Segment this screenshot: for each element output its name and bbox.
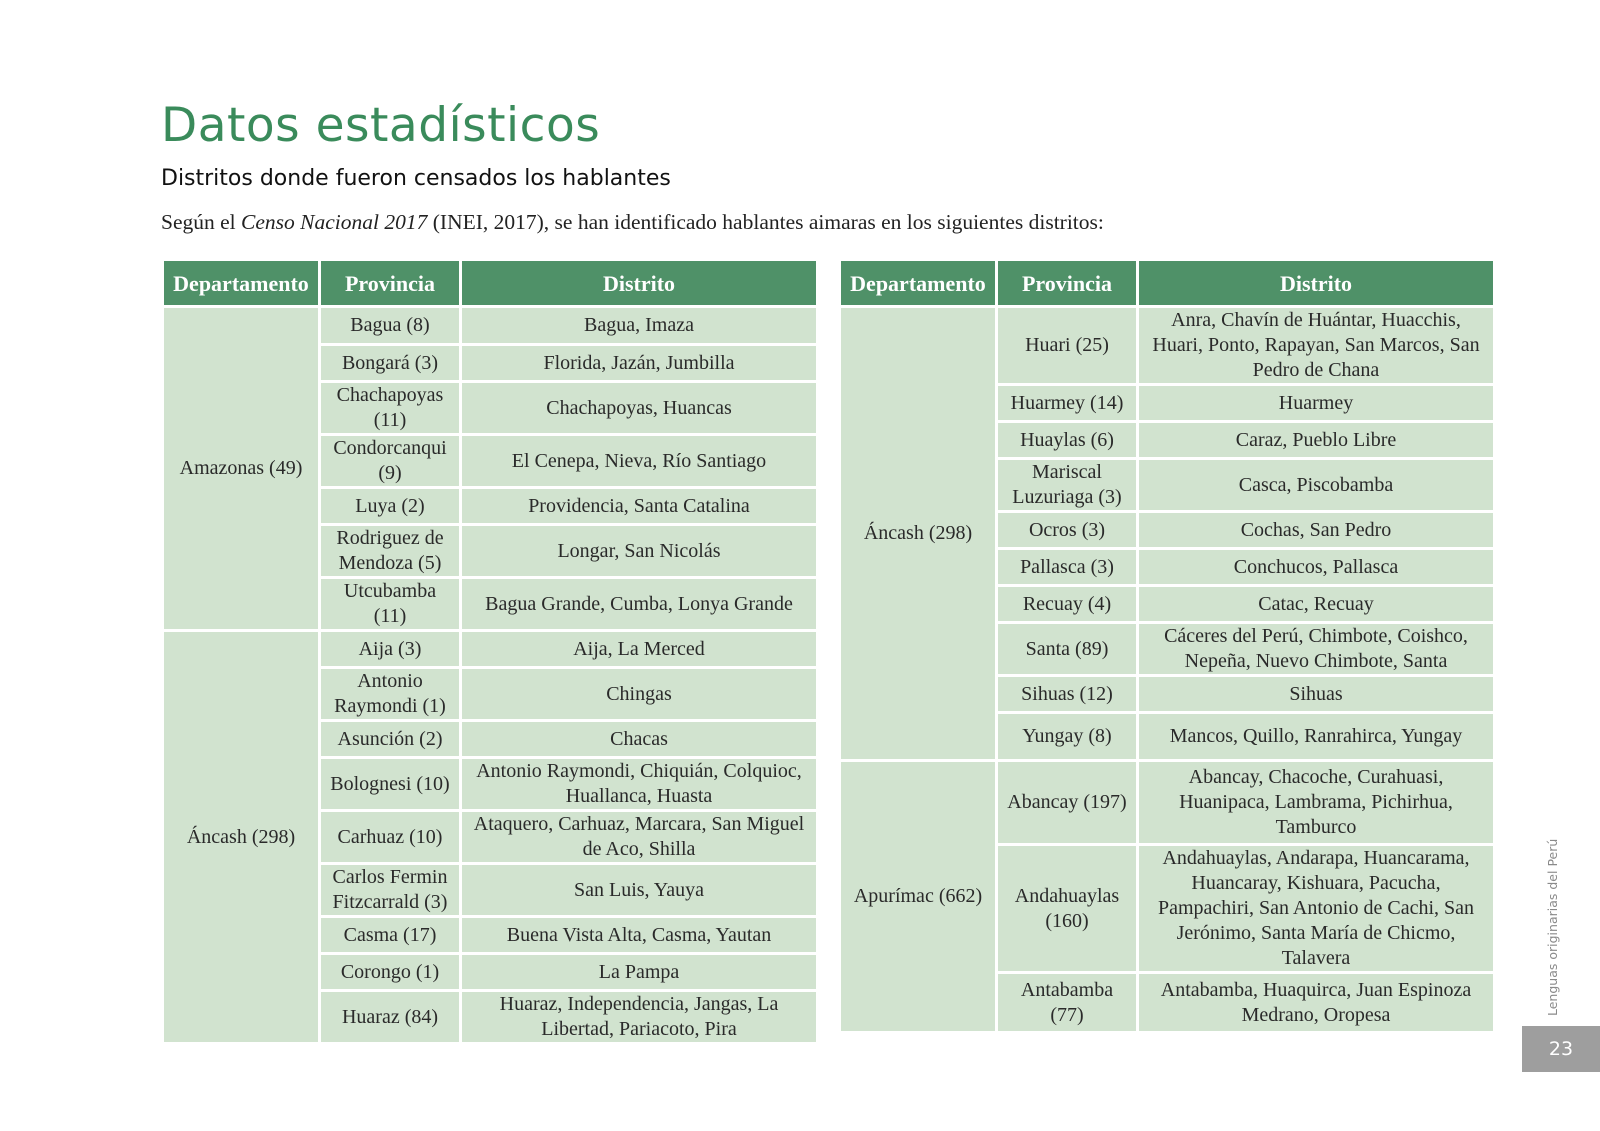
distrito-cell: Casca, Piscobamba xyxy=(1138,459,1495,512)
distrito-cell: Cáceres del Perú, Chimbote, Coishco, Nepeña, Nuevo Chimbote, Santa xyxy=(1138,623,1495,676)
distrito-cell: Sihuas xyxy=(1138,676,1495,713)
header-departamento: Departamento xyxy=(840,260,997,307)
distrito-cell: Chachapoyas, Huancas xyxy=(461,382,818,435)
distrito-cell: Bagua Grande, Cumba, Lonya Grande xyxy=(461,578,818,631)
intro-text-end: (INEI, 2017), se han identificado hablantes aimaras en los siguientes distritos: xyxy=(427,210,1104,234)
table-row xyxy=(163,307,818,345)
provincia-cell: Santa (89) xyxy=(997,623,1138,676)
provincia-cell: Casma (17) xyxy=(320,917,461,954)
page-title: Datos estadísticos xyxy=(161,98,601,153)
departamento-cell: Amazonas (49) xyxy=(163,307,320,631)
table-row xyxy=(163,631,818,668)
provincia-cell: Asunción (2) xyxy=(320,721,461,758)
distrito-cell: Huaraz, Independencia, Jangas, La Libertad, Pariacoto, Pira xyxy=(461,991,818,1044)
districts-table-right xyxy=(838,258,1496,1034)
header-provincia: Provincia xyxy=(320,260,461,307)
distrito-cell: Bagua, Imaza xyxy=(461,307,818,345)
provincia-cell: Andahuaylas (160) xyxy=(997,845,1138,973)
provincia-cell: Chachapoyas (11) xyxy=(320,382,461,435)
provincia-cell: Antabamba (77) xyxy=(997,973,1138,1033)
distrito-cell: Caraz, Pueblo Libre xyxy=(1138,422,1495,459)
table-row xyxy=(840,761,1495,845)
census-title: Censo Nacional 2017 xyxy=(241,210,428,234)
distrito-cell: Buena Vista Alta, Casma, Yautan xyxy=(461,917,818,954)
distrito-cell: Catac, Recuay xyxy=(1138,586,1495,623)
distrito-cell: Chingas xyxy=(461,668,818,721)
distrito-cell: Ataquero, Carhuaz, Marcara, San Miguel de Aco, Shilla xyxy=(461,811,818,864)
header-distrito: Distrito xyxy=(1138,260,1495,307)
distrito-cell: Huarmey xyxy=(1138,385,1495,422)
provincia-cell: Bagua (8) xyxy=(320,307,461,345)
distrito-cell: San Luis, Yauya xyxy=(461,864,818,917)
header-distrito: Distrito xyxy=(461,260,818,307)
provincia-cell: Pallasca (3) xyxy=(997,549,1138,586)
section-subtitle: Distritos donde fueron censados los hablantes xyxy=(161,166,671,191)
districts-table-left xyxy=(161,258,819,1045)
distrito-cell: Abancay, Chacoche, Curahuasi, Huanipaca, Lambrama, Pichirhua, Tamburco xyxy=(1138,761,1495,845)
distrito-cell: Antonio Raymondi, Chiquián, Colquioc, Huallanca, Huasta xyxy=(461,758,818,811)
page-number: 23 xyxy=(1522,1026,1600,1072)
distrito-cell: Andahuaylas, Andarapa, Huancarama, Huancaray, Kishuara, Pacucha, Pampachiri, San Antonio de Cachi, San Jerónimo, Santa María de Chicmo, Talavera xyxy=(1138,845,1495,973)
provincia-cell: Utcubamba (11) xyxy=(320,578,461,631)
provincia-cell: Aija (3) xyxy=(320,631,461,668)
book-title-side-label: Lenguas originarias del Perú xyxy=(1545,838,1560,1016)
table-header-row xyxy=(840,260,1495,307)
provincia-cell: Huarmey (14) xyxy=(997,385,1138,422)
distrito-cell: Florida, Jazán, Jumbilla xyxy=(461,345,818,382)
provincia-cell: Huaraz (84) xyxy=(320,991,461,1044)
provincia-cell: Huari (25) xyxy=(997,307,1138,385)
provincia-cell: Bongará (3) xyxy=(320,345,461,382)
distrito-cell: Aija, La Merced xyxy=(461,631,818,668)
departamento-cell: Áncash (298) xyxy=(163,631,320,1044)
provincia-cell: Carlos Fermin Fitzcarrald (3) xyxy=(320,864,461,917)
provincia-cell: Antonio Raymondi (1) xyxy=(320,668,461,721)
provincia-cell: Bolognesi (10) xyxy=(320,758,461,811)
distrito-cell: Anra, Chavín de Huántar, Huacchis, Huari, Ponto, Rapayan, San Marcos, San Pedro de Chana xyxy=(1138,307,1495,385)
table-row xyxy=(840,307,1495,385)
provincia-cell: Condorcanqui (9) xyxy=(320,435,461,488)
distrito-cell: Chacas xyxy=(461,721,818,758)
distrito-cell: Longar, San Nicolás xyxy=(461,525,818,578)
provincia-cell: Mariscal Luzuriaga (3) xyxy=(997,459,1138,512)
intro-text-start: Según el xyxy=(161,210,242,234)
table-header-row xyxy=(163,260,818,307)
distrito-cell: Cochas, San Pedro xyxy=(1138,512,1495,549)
provincia-cell: Abancay (197) xyxy=(997,761,1138,845)
distrito-cell: Antabamba, Huaquirca, Juan Espinoza Medrano, Oropesa xyxy=(1138,973,1495,1033)
provincia-cell: Ocros (3) xyxy=(997,512,1138,549)
distrito-cell: Providencia, Santa Catalina xyxy=(461,488,818,525)
distrito-cell: La Pampa xyxy=(461,954,818,991)
provincia-cell: Corongo (1) xyxy=(320,954,461,991)
distrito-cell: Mancos, Quillo, Ranrahirca, Yungay xyxy=(1138,713,1495,761)
header-provincia: Provincia xyxy=(997,260,1138,307)
departamento-cell: Áncash (298) xyxy=(840,307,997,761)
distrito-cell: El Cenepa, Nieva, Río Santiago xyxy=(461,435,818,488)
provincia-cell: Sihuas (12) xyxy=(997,676,1138,713)
provincia-cell: Recuay (4) xyxy=(997,586,1138,623)
provincia-cell: Luya (2) xyxy=(320,488,461,525)
departamento-cell: Apurímac (662) xyxy=(840,761,997,1033)
provincia-cell: Yungay (8) xyxy=(997,713,1138,761)
provincia-cell: Rodriguez de Mendoza (5) xyxy=(320,525,461,578)
intro-paragraph xyxy=(161,210,1104,235)
header-departamento: Departamento xyxy=(163,260,320,307)
distrito-cell: Conchucos, Pallasca xyxy=(1138,549,1495,586)
provincia-cell: Carhuaz (10) xyxy=(320,811,461,864)
provincia-cell: Huaylas (6) xyxy=(997,422,1138,459)
